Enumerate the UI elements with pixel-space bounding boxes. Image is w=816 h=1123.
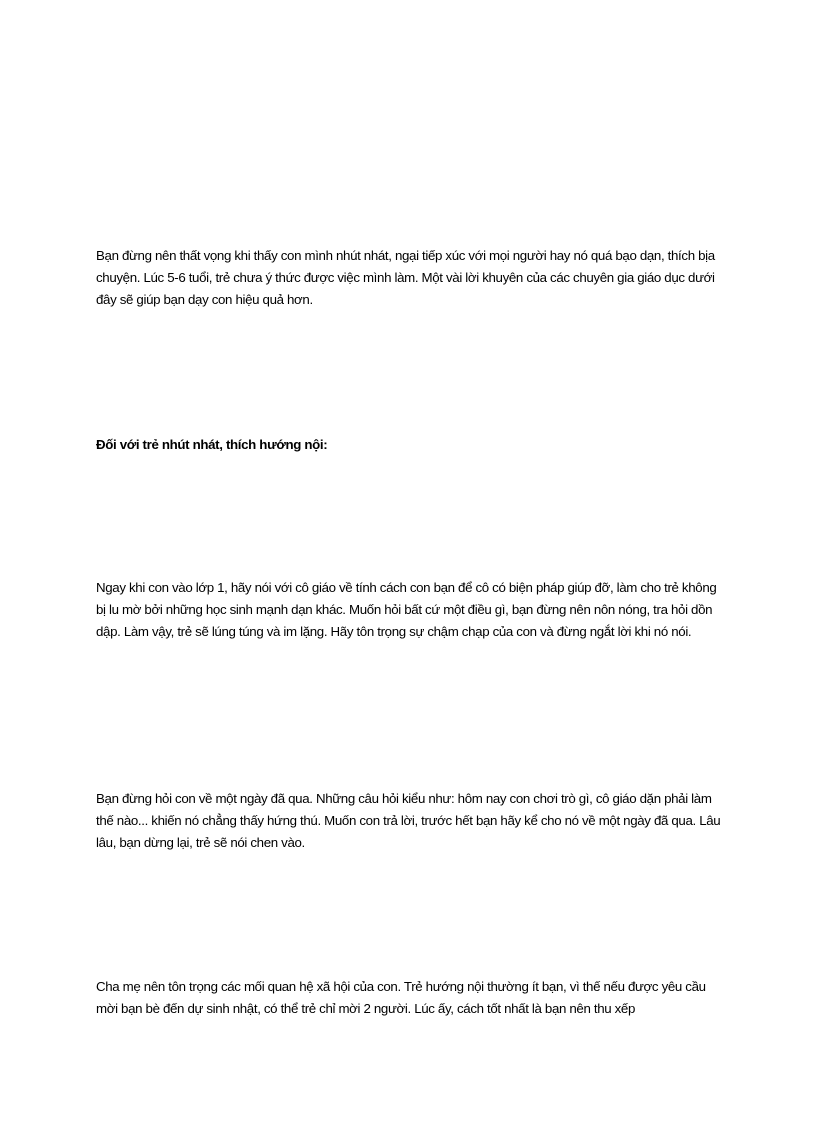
body-paragraph-1: Ngay khi con vào lớp 1, hãy nói với cô giáo về tính cách con bạn để cô có biện pháp giúp đỡ, làm cho trẻ không bị lu mờ bởi những học sinh mạnh dạn khác. Muốn hỏi bất cứ một điều gì, bạn đừng nên nôn nóng, tra hỏi dồn dập. Làm vậy, trẻ sẽ lúng túng và im lặng. Hãy tôn trọng sự chậm chạp của con và đừng ngắt lời khi nó nói.: [96, 580, 717, 639]
body-paragraph-2: Bạn đừng hỏi con về một ngày đã qua. Những câu hỏi kiểu như: hôm nay con chơi trò gì, cô giáo dặn phải làm thế nào... khiến nó chẳng thấy hứng thú. Muốn con trả lời, trước hết bạn hãy kể cho nó về một ngày đã qua. Lâu lâu, bạn dừng lại, trẻ sẽ nói chen vào.: [96, 791, 721, 850]
intro-paragraph: Bạn đừng nên thất vọng khi thấy con mình nhút nhát, ngại tiếp xúc với mọi người hay nó quá bạo dạn, thích bịa chuyện. Lúc 5-6 tuổi, trẻ chưa ý thức được việc mình làm. Một vài lời khuyên của các chuyên gia giáo dục dưới đây sẽ giúp bạn dạy con hiệu quả hơn.: [96, 248, 715, 307]
section-heading: Đối với trẻ nhút nhát, thích hướng nội:: [96, 437, 328, 452]
body-paragraph-3: Cha mẹ nên tôn trọng các mối quan hệ xã hội của con. Trẻ hướng nội thường ít bạn, vì thế nếu được yêu cầu mời bạn bè đến dự sinh nhật, có thể trẻ chỉ mời 2 người. Lúc ấy, cách tốt nhất là bạn nên thu xếp: [96, 979, 706, 1016]
